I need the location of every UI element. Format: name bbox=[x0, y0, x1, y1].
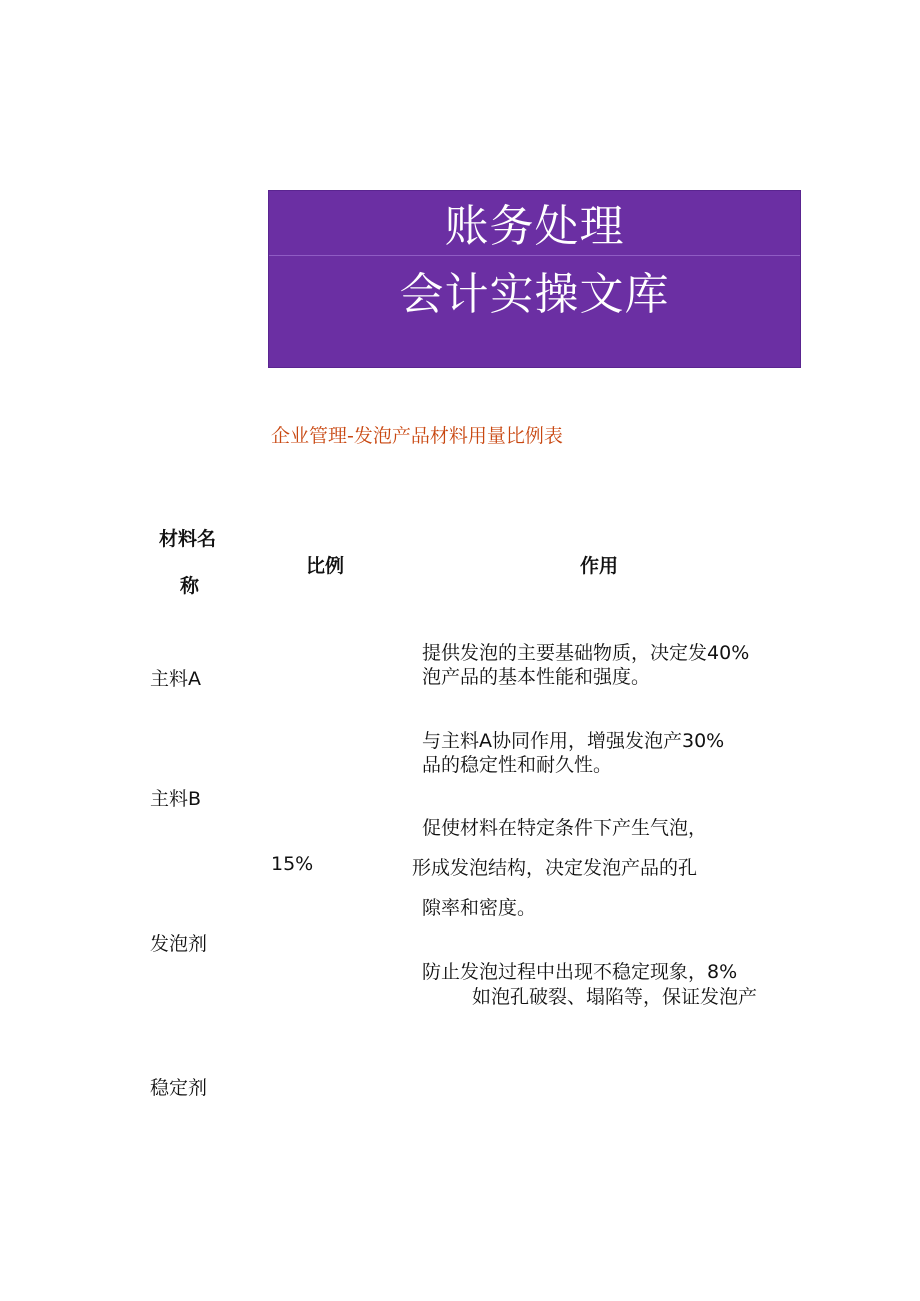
row-4-function-line-1: 防止发泡过程中出现不稳定现象，8% bbox=[422, 961, 738, 983]
row-1-ratio: 40% bbox=[707, 642, 750, 664]
row-1-function-line-1: 提供发泡的主要基础物质，决定发40% bbox=[422, 642, 750, 664]
banner-divider bbox=[269, 255, 800, 256]
banner-title-line-2: 会计实操文库 bbox=[399, 269, 670, 320]
header-function: 作用 bbox=[580, 555, 619, 577]
row-4-ratio: 8% bbox=[707, 961, 738, 983]
header-ratio: 比例 bbox=[306, 555, 345, 577]
row-3-ratio: 15% bbox=[271, 853, 314, 875]
title-banner bbox=[268, 190, 801, 368]
row-2-function-line-1: 与主料A协同作用，增强发泡产30% bbox=[422, 730, 725, 752]
document-title: 企业管理-发泡产品材料用量比例表 bbox=[271, 425, 563, 447]
row-1-name: 主料A bbox=[150, 668, 201, 690]
row-3-name: 发泡剂 bbox=[150, 933, 208, 955]
row-1-function-line-2: 泡产品的基本性能和强度。 bbox=[422, 666, 651, 688]
row-3-function-line-3: 隙率和密度。 bbox=[422, 897, 537, 919]
row-2-function-line-2: 品的稳定性和耐久性。 bbox=[422, 754, 613, 776]
row-2-ratio: 30% bbox=[682, 730, 725, 752]
header-name-line-1: 材料名 bbox=[159, 528, 217, 550]
row-3-function-line-2: 形成发泡结构，决定发泡产品的孔 bbox=[412, 857, 698, 879]
row-2-name: 主料B bbox=[150, 788, 202, 810]
header-name-line-2: 称 bbox=[180, 575, 200, 597]
row-4-function-line-2: 如泡孔破裂、塌陷等，保证发泡产 bbox=[472, 986, 758, 1008]
row-3-function-line-1: 促使材料在特定条件下产生气泡， bbox=[422, 817, 708, 839]
banner-title-line-1: 账务处理 bbox=[444, 201, 625, 252]
row-4-name: 稳定剂 bbox=[150, 1077, 208, 1099]
